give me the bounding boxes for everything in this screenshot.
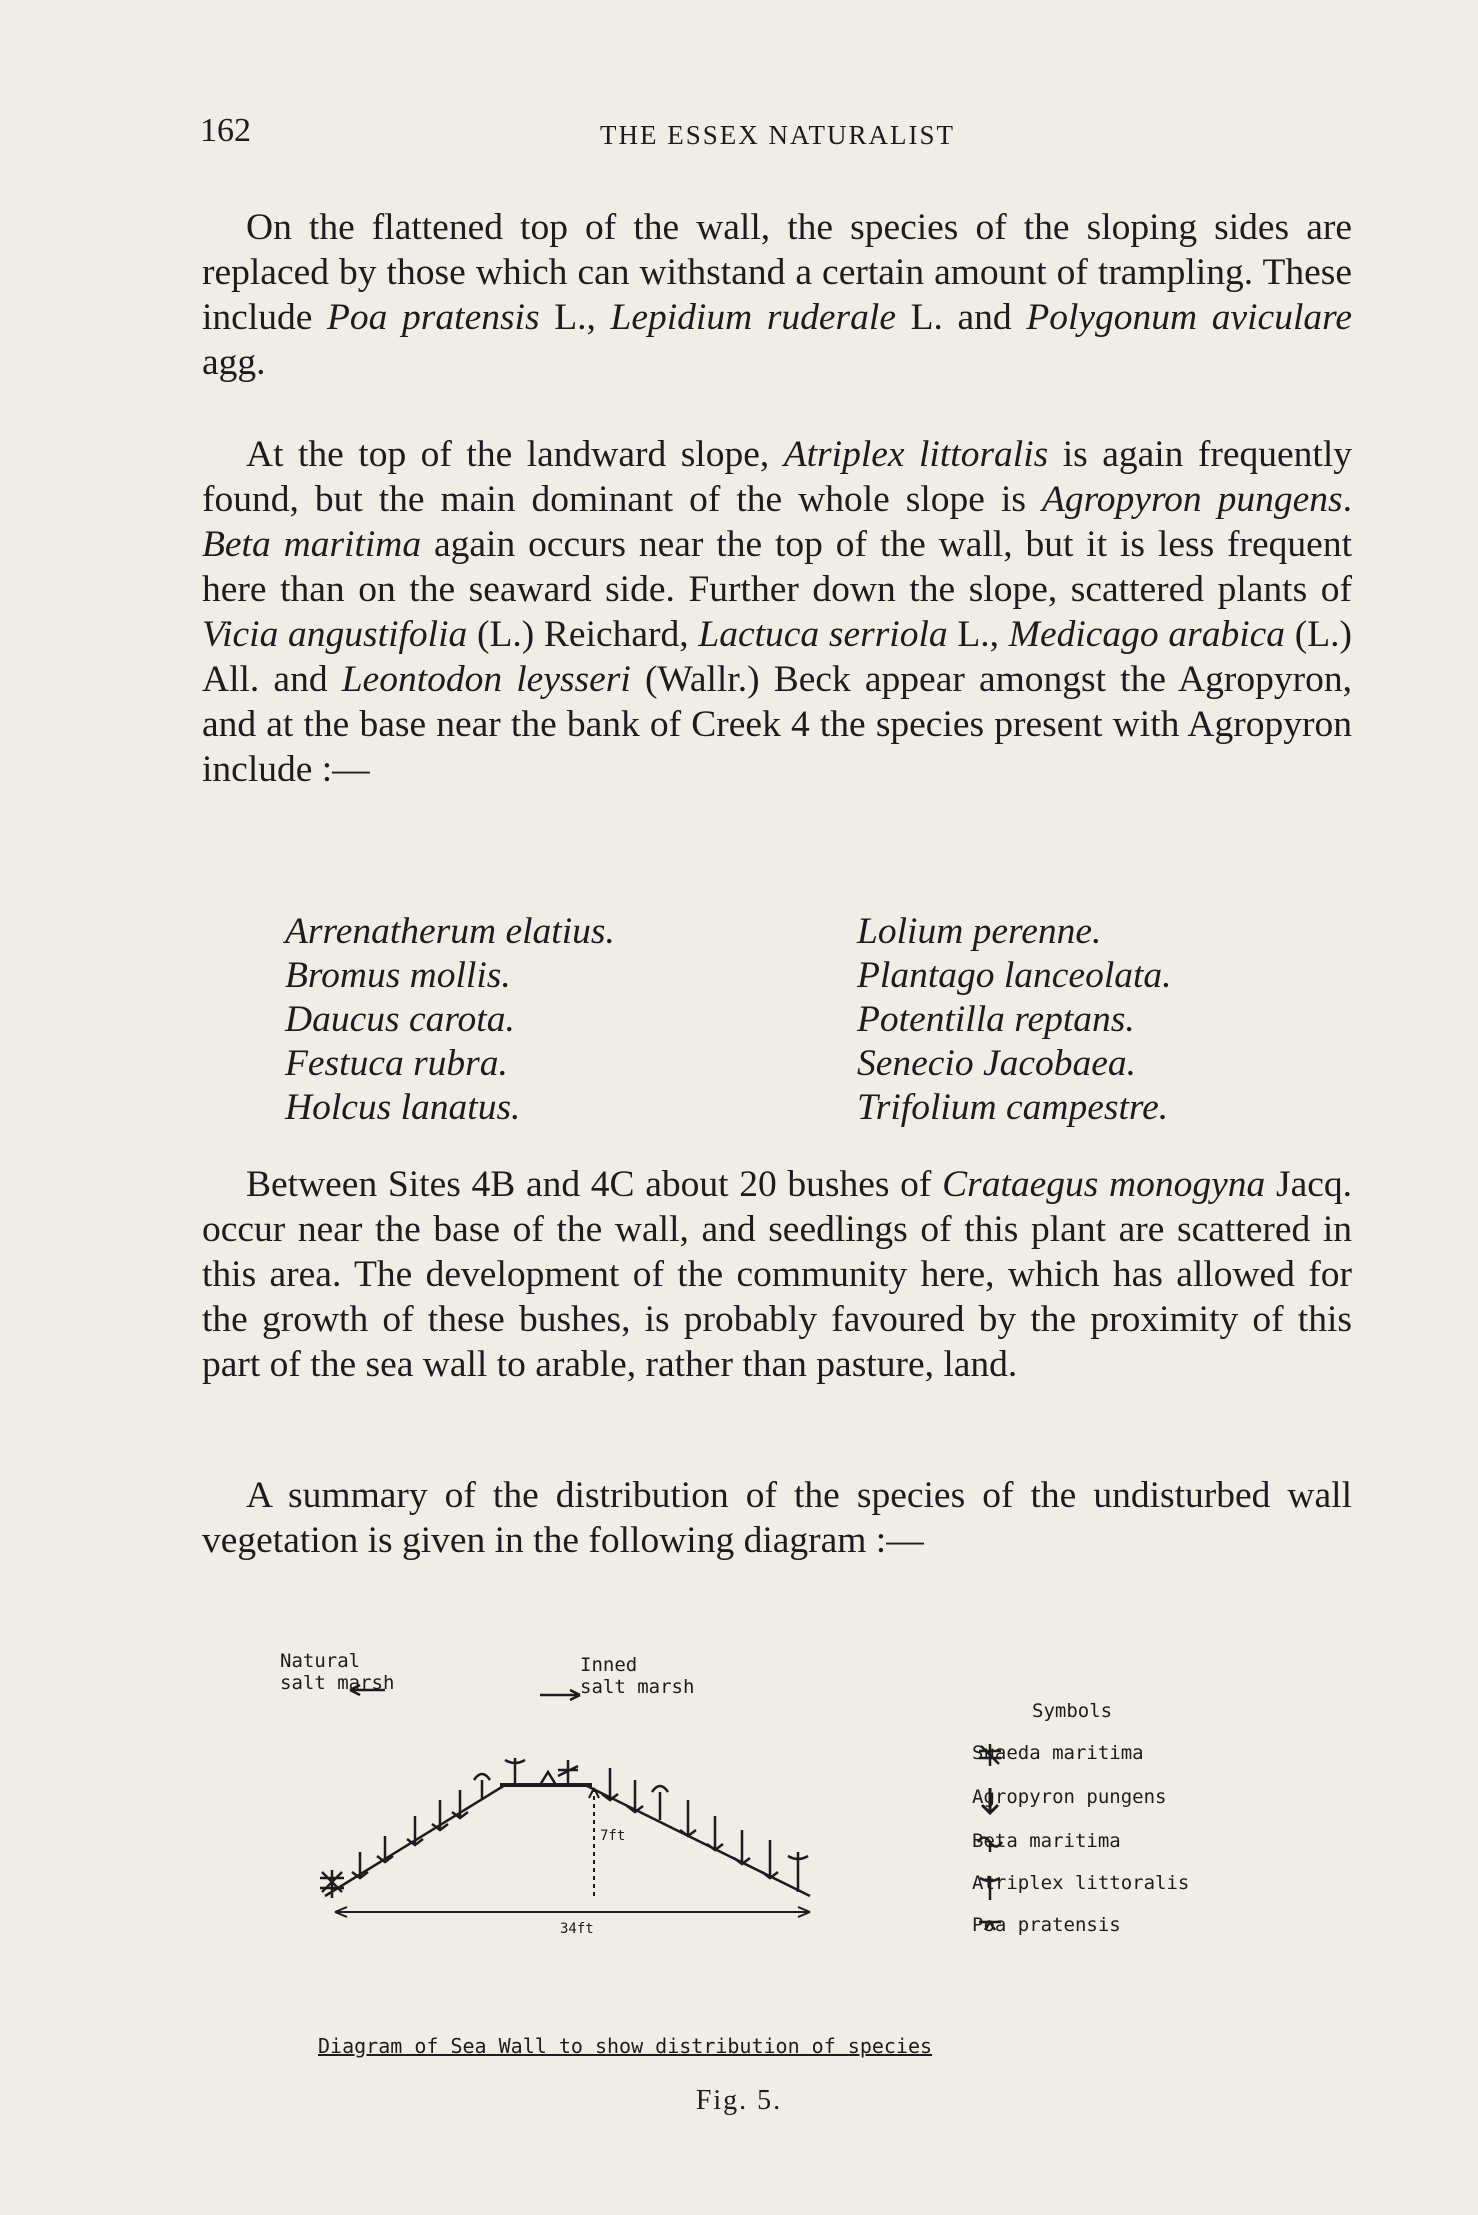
agropyron-icon	[432, 1800, 448, 1830]
legend-name: Poa pratensis	[972, 1914, 1121, 1936]
agropyron-icon	[762, 1840, 778, 1878]
species-name: Agropyron pungens	[1041, 479, 1343, 520]
agropyron-icon	[734, 1830, 750, 1864]
legend-name: Atriplex littoralis	[972, 1872, 1190, 1894]
text-run: .	[1342, 479, 1352, 520]
paragraph-2	[202, 432, 1352, 792]
suaeda-icon	[320, 1870, 344, 1898]
paragraph-4-text	[202, 1473, 1352, 1563]
species-name: Beta maritima	[202, 524, 422, 565]
text-run: again occurs near the top of the wall, but it is less frequent here than on the seaward side. Further down the slope, scattered plants of	[202, 524, 1352, 610]
species-item: Senecio Jacobaea.	[857, 1043, 1137, 1084]
paragraph-1	[202, 205, 1352, 385]
plant-symbols	[320, 1758, 808, 1898]
text-run: A summary of the distribution of the species of the undisturbed wall vegetation is given in the following diagram :—	[202, 1475, 1352, 1561]
atriplex-icon	[505, 1758, 525, 1785]
paragraph-4	[202, 1473, 1352, 1563]
species-name: Polygonum aviculare	[1026, 297, 1352, 338]
width-label: 34ft	[560, 1921, 594, 1937]
beta-icon	[652, 1786, 668, 1820]
text-run: L.,	[539, 297, 611, 338]
suaeda-icon	[972, 1742, 1008, 1768]
species-item: Arrenatherum elatius.	[285, 911, 615, 952]
page-number: 162	[200, 112, 251, 149]
agropyron-icon	[377, 1836, 393, 1862]
species-name: Crataegus monogyna	[942, 1164, 1266, 1205]
text-run: At the top of the landward slope,	[246, 434, 784, 475]
species-item: Potentilla reptans.	[857, 999, 1135, 1040]
text-run: agg.	[202, 342, 266, 383]
agropyron-icon	[602, 1768, 618, 1800]
paragraph-3	[202, 1162, 1352, 1387]
label-inned-salt-marsh: Inned salt marsh	[580, 1654, 695, 1698]
agropyron-icon	[972, 1786, 1008, 1816]
figure-caption: Diagram of Sea Wall to show distribution of species	[318, 2034, 933, 2058]
species-name: Poa pratensis	[327, 297, 540, 338]
agropyron-icon	[452, 1790, 468, 1818]
species-name: Medicago arabica	[1008, 614, 1286, 655]
label-natural-salt-marsh: Natural salt marsh	[280, 1650, 395, 1694]
species-item: Holcus lanatus.	[285, 1087, 521, 1128]
text-run: (L.) All. and	[202, 614, 1352, 700]
species-name: Atriplex littoralis	[783, 434, 1049, 475]
legend-name: Agropyron pungens	[972, 1786, 1167, 1808]
text-run: On the flattened top of the wall, the species of the sloping sides are replaced by those which can withstand a certain amount of trampling. These include	[202, 207, 1352, 338]
legend-row-agropyron	[972, 1786, 1166, 1816]
beta-icon	[972, 1830, 1008, 1854]
text-run: is again frequently found, but the main dominant of the whole slope is	[202, 434, 1352, 520]
poa-icon	[972, 1914, 1008, 1934]
wall-profile-line	[325, 1785, 810, 1896]
legend-name: Beta maritima	[972, 1830, 1121, 1852]
agropyron-icon	[407, 1816, 423, 1845]
species-column-left	[285, 910, 615, 1130]
agropyron-icon	[680, 1800, 696, 1836]
agropyron-icon	[707, 1816, 723, 1850]
legend-row-atriplex	[972, 1872, 1189, 1902]
species-item: Trifolium campestre.	[857, 1087, 1169, 1128]
agropyron-icon	[627, 1780, 643, 1812]
legend-row-poa	[972, 1914, 1121, 1944]
paragraph-1-text	[202, 205, 1352, 385]
atriplex-icon	[972, 1872, 1008, 1902]
text-run: L.,	[947, 614, 1009, 655]
paragraph-3-text	[202, 1162, 1352, 1387]
text-run: Jacq. occur near the base of the wall, and seedlings of this plant are scattered in this area. The development of the community here, which has allowed for the growth of these bushes, is probably favoured by the proximity of this part of the sea wall to arable, rather than pasture, land.	[202, 1164, 1352, 1385]
text-run: (Wallr.) Beck appear amongst the Agropyron, and at the base near the bank of Creek 4 the species present with Agropyron include :—	[202, 659, 1352, 790]
species-item: Festuca rubra.	[285, 1043, 508, 1084]
species-item: Daucus carota.	[285, 999, 515, 1040]
species-name: Lactuca serriola	[698, 614, 948, 655]
height-label: 7ft	[600, 1828, 626, 1844]
species-item: Plantago lanceolata.	[857, 955, 1172, 996]
species-column-right	[857, 910, 1172, 1130]
legend-name: Suaeda maritima	[972, 1742, 1144, 1764]
symbols-title: Symbols	[1032, 1700, 1113, 1722]
species-name: Leontodon leysseri	[341, 659, 631, 700]
text-run: Between Sites 4B and 4C about 20 bushes of	[246, 1164, 943, 1205]
running-head: THE ESSEX NATURALIST	[600, 120, 955, 150]
suaeda-icon	[558, 1760, 578, 1785]
agropyron-icon	[352, 1852, 368, 1878]
legend-row-beta	[972, 1830, 1121, 1860]
legend-row-suaeda	[972, 1742, 1144, 1772]
species-item: Bromus mollis.	[285, 955, 511, 996]
text-run: (L.) Reichard,	[467, 614, 699, 655]
species-name: Lepidium ruderale	[610, 297, 896, 338]
species-name: Vicia angustifolia	[202, 614, 468, 655]
page-header	[200, 112, 1355, 162]
paragraph-2-text	[202, 432, 1352, 792]
species-item: Lolium perenne.	[857, 911, 1102, 952]
figure-number: Fig. 5.	[695, 2085, 783, 2116]
sea-wall-figure	[250, 1640, 1400, 2110]
text-run: L. and	[895, 297, 1027, 338]
